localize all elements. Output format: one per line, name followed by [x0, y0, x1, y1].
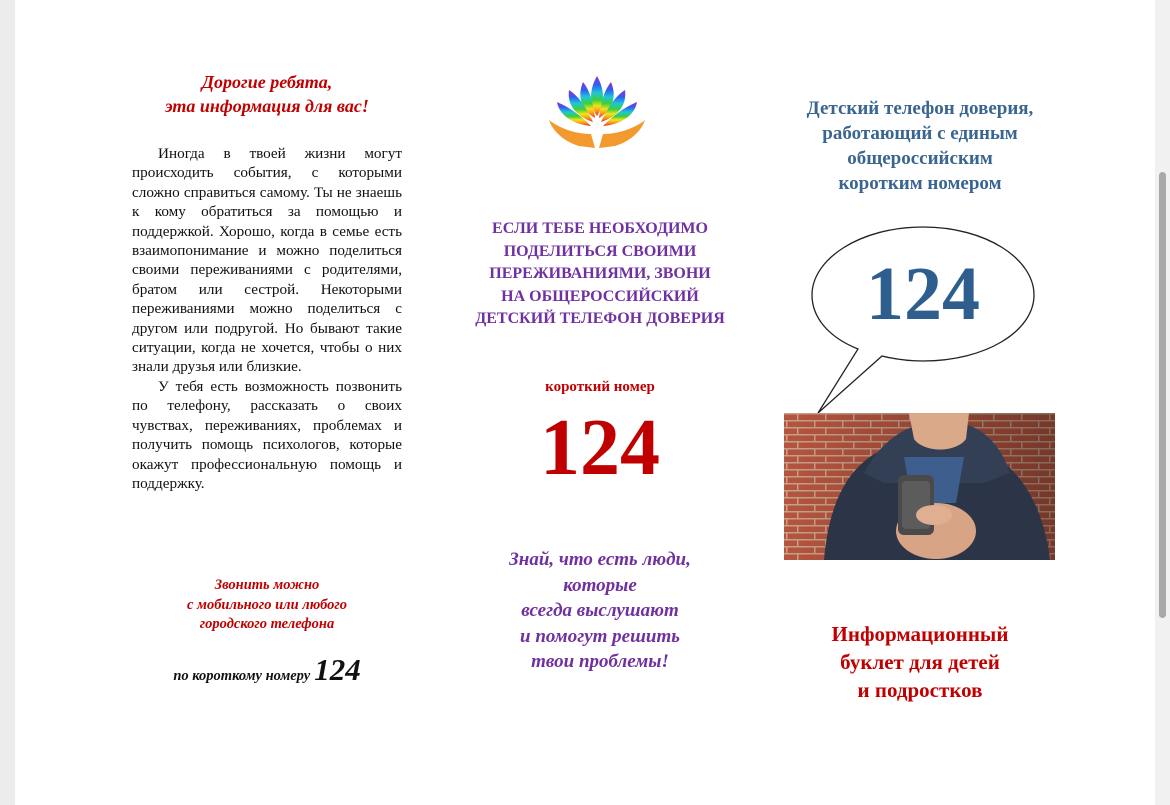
call-note-line: с мобильного или любого [186, 596, 348, 613]
call-appeal [455, 218, 745, 331]
hotline-title-line: общероссийским [847, 148, 993, 169]
bubble-number: 124 [866, 252, 980, 336]
greeting-line: эта информация для вас! [165, 96, 369, 116]
hotline-title-line: Детский телефон доверия, [806, 98, 1034, 119]
booklet-title [770, 620, 1070, 704]
support-message-line: и помогут решить [520, 625, 680, 647]
greeting-line: Дорогие ребята, [201, 72, 333, 92]
vertical-scrollbar[interactable] [1155, 0, 1170, 805]
support-message-line: твои проблемы! [531, 651, 669, 672]
call-appeal-line: ПЕРЕЖИВАНИЯМИ, ЗВОНИ [489, 265, 711, 282]
support-message [455, 547, 745, 675]
hotline-title-line: работающий с единым [822, 123, 1018, 144]
short-number-text: по короткому номеру [173, 668, 311, 684]
call-note-line: Звонить можно [214, 577, 320, 593]
intro-paragraph: У тебя есть возможность позвонить по телефону, рассказать о своих чувствах, переживаниях, проблемах и получить помощь психологов, которые окажут профессиональную помощь и поддержку. [132, 377, 402, 492]
hotline-title [770, 96, 1070, 196]
short-number-line [132, 652, 402, 688]
hotline-number: 124 [540, 404, 660, 492]
short-number-label: короткий номер [545, 379, 655, 395]
call-note [132, 576, 402, 635]
hotline-title-line: коротким номером [838, 173, 1002, 194]
greeting-heading [132, 70, 402, 118]
call-appeal-line: НА ОБЩЕРОССИЙСКИЙ [501, 287, 699, 305]
call-appeal-line: ЕСЛИ ТЕБЕ НЕОБХОДИМО [492, 220, 708, 237]
support-message-line: всегда выслушают [521, 600, 679, 621]
support-message-line: Знай, что есть люди, [509, 549, 691, 570]
scrollbar-thumb[interactable] [1159, 172, 1166, 618]
call-note-line: городского телефона [199, 616, 335, 632]
booklet-title-line: Информационный [831, 622, 1009, 646]
booklet-title-line: буклет для детей [840, 650, 1000, 674]
call-appeal-line: ДЕТСКИЙ ТЕЛЕФОН ДОВЕРИЯ [475, 310, 725, 327]
support-message-line: которые [563, 574, 637, 596]
teen-with-phone-photo [784, 413, 1055, 560]
rainbow-hands-logo-icon [545, 72, 650, 152]
intro-text [132, 144, 402, 493]
booklet-title-line: и подростков [857, 678, 983, 702]
call-appeal-line: ПОДЕЛИТЬСЯ СВОИМИ [503, 242, 697, 260]
intro-paragraph: Иногда в твоей жизни могут происходить события, с которыми сложно справиться самому. Ты не знаешь к кому обратиться за помощью и поддержкой. Хорошо, когда в семье есть взаимопонимание и можно поделиться своими переживаниями с родителями, братом или сестрой. Некоторыми переживаниями можно поделиться с другом или подругой. Но бывают такие ситуации, когда не хочется, чтобы о них знали друзья или близкие. [132, 145, 402, 376]
short-number: 124 [314, 652, 361, 687]
